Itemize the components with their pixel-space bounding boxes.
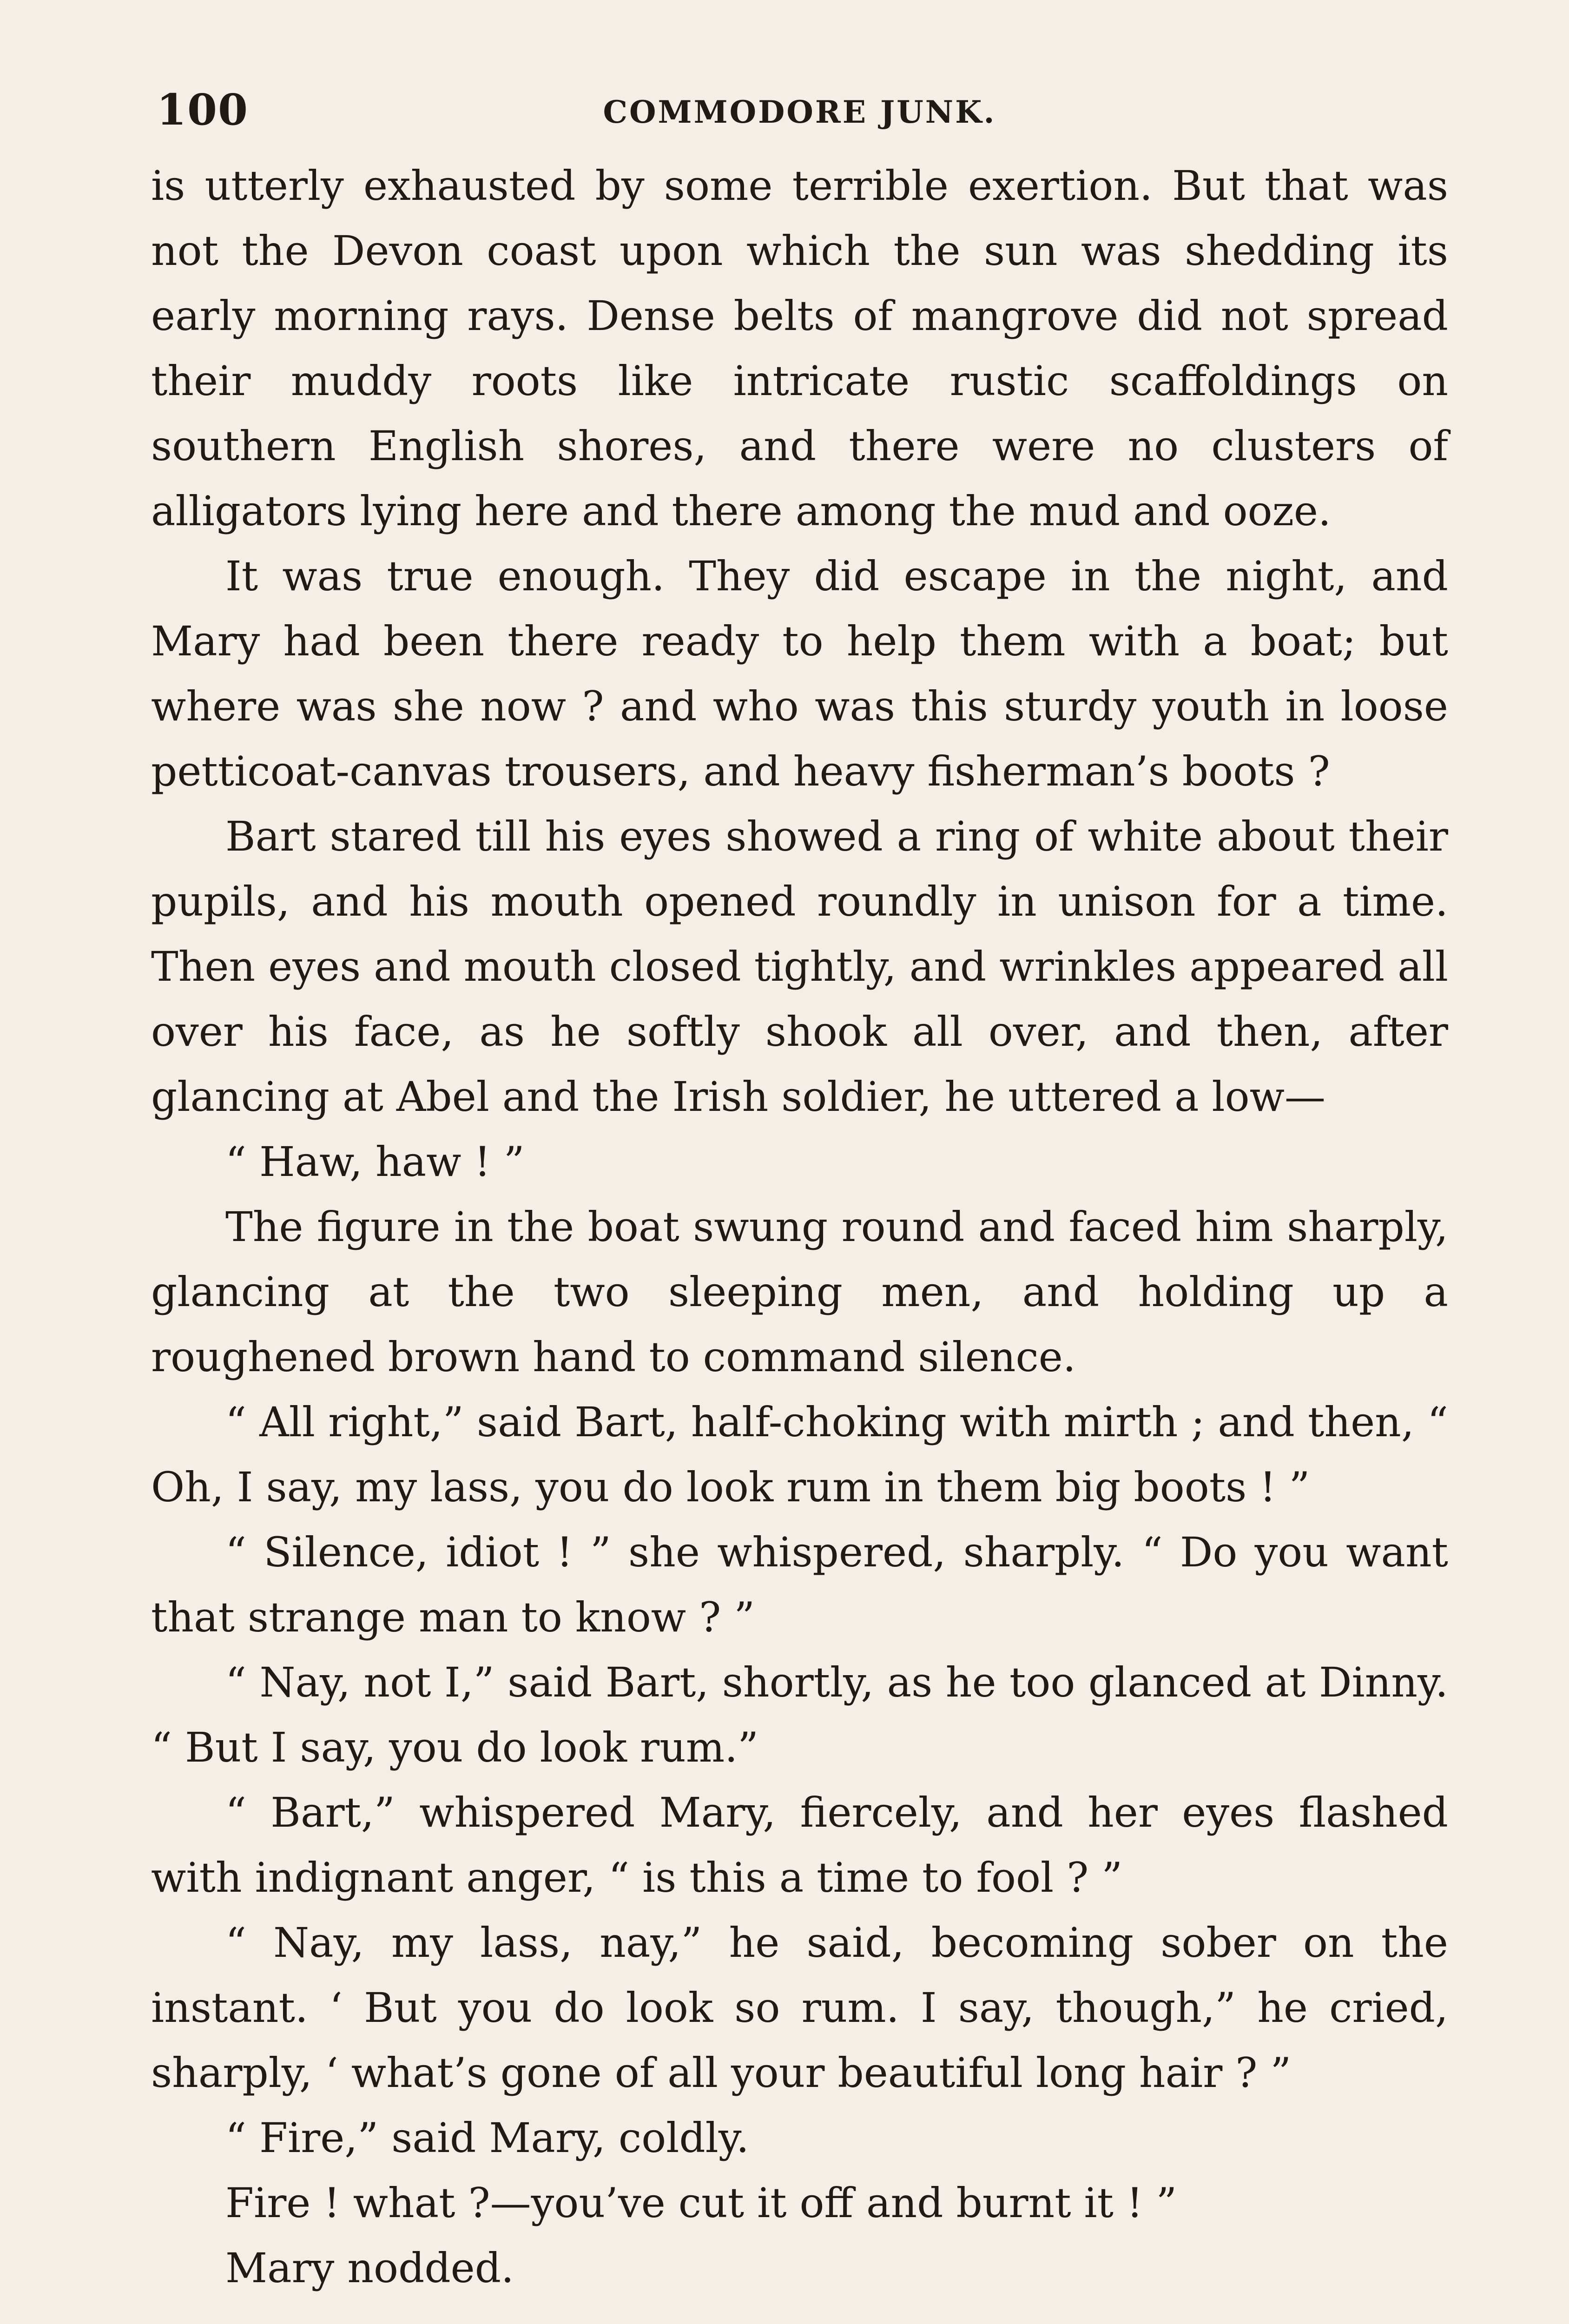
- running-title: COMMODORE JUNK.: [603, 94, 996, 130]
- paragraph: It was true enough. They did escape in the night, and Mary had been there ready to help them with a boat; but where was she now ? and who was this sturdy youth in loose petticoat-canvas trousers, and heavy fisherman’s boots ?: [151, 552, 1448, 795]
- paragraph: “ Nay, my lass, nay,” he said, becoming sober on the instant. ‘ But you do look so rum. I say, though,” he cried, sharply, ‘ what’s gone of all your beautiful long hair ? ”: [151, 1919, 1448, 2097]
- paragraph: “ All right,” said Bart, half-choking with mirth ; and then, “ Oh, I say, my lass, you do look rum in them big boots ! ”: [151, 1398, 1448, 1511]
- body-text: [151, 153, 1448, 2301]
- paragraph: “ Haw, haw ! ”: [225, 1138, 525, 1186]
- paragraph: “ Bart,” whispered Mary, fiercely, and her eyes flashed with indignant anger, “ is this a time to fool ? ”: [151, 1789, 1448, 1901]
- paragraph: “ Silence, idiot ! ” she whispered, sharply. “ Do you want that strange man to know ? ”: [151, 1528, 1448, 1641]
- running-header: [151, 85, 1448, 144]
- page-number: 100: [157, 85, 249, 135]
- paragraph: “ Nay, not I,” said Bart, shortly, as he too glanced at Dinny. “ But I say, you do look rum.”: [151, 1658, 1448, 1771]
- paragraph: Fire ! what ?—you’ve cut it off and burnt it ! ”: [225, 2179, 1177, 2227]
- paragraph: Mary nodded.: [225, 2244, 514, 2292]
- paragraph: “ Fire,” said Mary, coldly.: [225, 2114, 749, 2162]
- paragraph: The figure in the boat swung round and faced him sharply, glancing at the two sleeping men, and holding up a roughened brown hand to command silence.: [151, 1203, 1448, 1381]
- paragraph: is utterly exhausted by some terrible exertion. But that was not the Devon coast upon which the sun was shedding its early morning rays. Dense belts of mangrove did not spread their muddy roots like intricate rustic scaffoldings on southern English shores, and there were no clusters of alligators lying here and there among the mud and ooze.: [151, 162, 1448, 535]
- paragraph: Bart stared till his eyes showed a ring of white about their pupils, and his mouth opened roundly in unison for a time. Then eyes and mouth closed tightly, and wrinkles appeared all over his face, as he softly shook all over, and then, after glancing at Abel and the Irish soldier, he uttered a low—: [151, 812, 1448, 1121]
